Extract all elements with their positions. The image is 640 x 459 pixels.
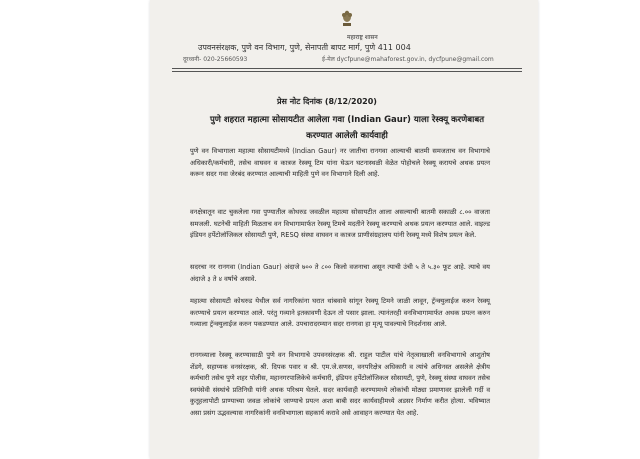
header-divider-thin [172,71,522,72]
state-label: महाराष्ट्र शासन [347,34,378,41]
paragraph-3: सदरचा नर रानगवा (Indian Gaur) अंदाजे ७०० ते ८०० किलो वजनाचा असून त्याची उंची ५ ते ५.३० फूट आहे. त्याचे वय अंदाजे ३ ते ४ वर्षाचे असावे. [190,263,490,283]
paragraph-1: पुणे वन विभागाला महात्मा सोसायटीमध्ये (Indian Gaur) नर जातीचा रानगवा आल्याची बातमी समजताच वन विभागाचे अधिकारी/कर्मचारी, तसेच वाघवन व कात्रज रेस्क्यू टिम यांना घेऊन घटनास्थळी वेळेत पोहोचले रेस्क्यू करायचे अथक प्रयत्न करून सदर गवा जेरबंद करण्यात आल्याची माहिती पुणे वन विभागाने दिली आहे. [190,147,490,179]
press-note-document [150,0,538,459]
paragraph-5: रानगव्याला रेस्क्यू करण्यासाठी पुणे वन विभागाचे उपवनसंरक्षक श्री. राहुल पाटील यांचे नेतृत्वाखाली वनविभागाचे आशुतोष शेंडगे, सहाय्यक वनसंरक्षक, श्री. दिपक पवार व श्री. एम.जे.सणस, वनपरिक्षेत्र अधिकारी व त्यांचे अधिनस्त असलेले क्षेत्रीय कर्मचारी तसेच पुणे शहर पोलीस, महानगरपालिकेचे कर्मचारी, इंडियन हर्पेटोलॉजिकल सोसायटी, पुणे, रेस्क्यू संस्था वाघवन तसेच स्वयंसेवी संस्थांचे प्रतिनिधी यांनी अथक परिश्रम घेतले. सदर कार्यवाही करण्यामध्ये लोकांची मोठ्या प्रमाणावर झालेली गर्दी व कुतूहलापोटी प्राण्याच्या जवळ लोकांचे जाण्याचे प्रयत्न अशा बाबी सदर कार्यवाहीमध्ये अडसर निर्माण करीत होत्या. भविष्यात असा प्रसंग उद्भवल्यास नागरिकांनी वनविभागाला सहकार्य करावे असे आवाहन करण्यात येत आहे. [190,351,490,417]
header-divider [172,68,522,69]
phone-number: दूरध्वनी- 020-25660593 [183,56,248,63]
national-emblem-icon [340,9,354,27]
press-note-heading: पुणे शहरात महात्मा सोसायटीत आलेला गवा (Indian Gaur) याला रेस्क्यू करणेबाबत [209,115,485,125]
email-address: ई-मेल dycfpune@mahaforest.gov.in, dycfpune@gmail.com [322,56,494,63]
office-address: उपवनसंरक्षक, पुणे वन विभाग, पुणे, सेनापती बापट मार्ग, पुणे 411 004 [198,43,411,52]
paragraph-4: महात्मा सोसायटी कोथरुड येथील सर्व नागरिकांना घरात थांबवावे सांगून रेस्क्यू टिमने जाळी लावून, ट्रॅन्क्युलाईज करुन रेस्क्यू करण्याचे प्रयत्न करण्यात आले. परंतु गव्याने इतकावणी देऊन तो पसार झाला. त्यानंतरही वनविभागामार्फत अथक प्रयत्न करुन गव्याला ट्रॅन्क्युलाईज करुन पकडण्यात आले. उपचारादरम्यान सदर रानगवा हा मृत्यू पावल्याचे निदर्शनास आले. [190,297,490,329]
paragraph-2: वनक्षेत्रातून वाट चुकलेला गवा पुण्यातील कोथरुड जवळील महात्मा सोसायटीत आला असल्याची बातमी सकाळी ८.०० वाजता समजली. घटनेची माहिती मिळताच वन विभागामार्फत रेस्क्यू टिमचे मदतीने रेस्क्यू करण्याचे अथक प्रयत्न करण्यात आले. वाइल्ड इंडियन हर्पेटोलॉजिकल सोसायटी पुणे, RESQ संस्था वाघवन व कात्रज प्राणीसंग्रहालय यांनी रेस्क्यू मध्ये विशेष प्रयत्न केले. [190,208,490,240]
press-note-title: प्रेस नोट दिनांक (8/12/2020) [277,97,377,106]
press-note-heading-2: करण्यात आलेली कार्यवाही [306,131,388,141]
